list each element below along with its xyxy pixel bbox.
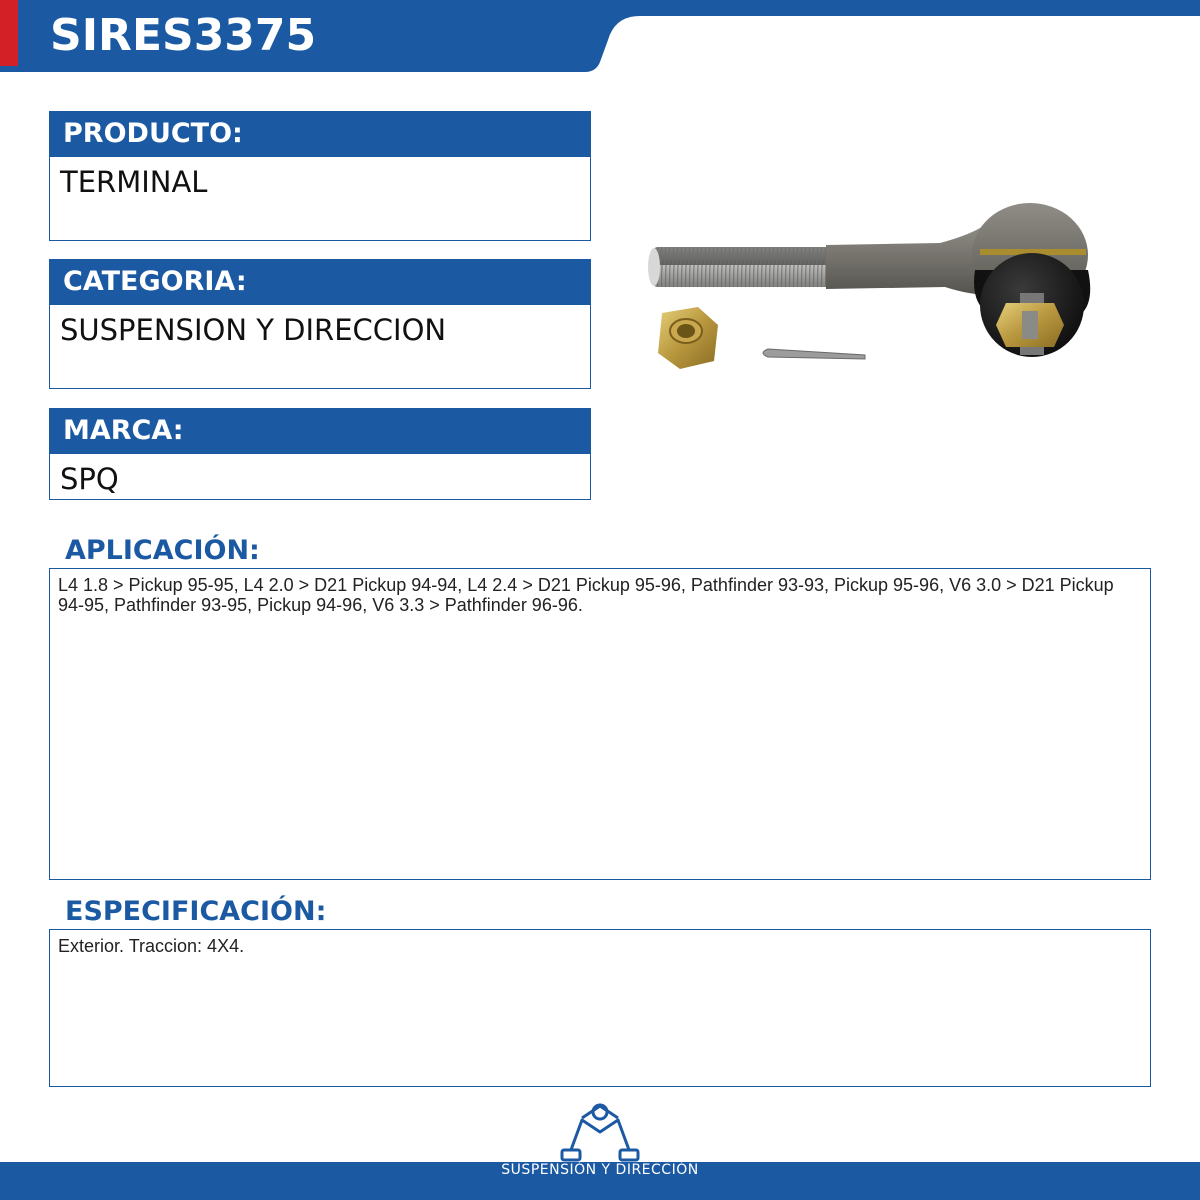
aplicacion-text: L4 1.8 > Pickup 95-95, L4 2.0 > D21 Pickup 94-94, L4 2.4 > D21 Pickup 95-96, Pathfinder 93-93, Pickup 95-96, V6 3.0 > D21 Pickup 94-95, Pathfinder 93-95, Pickup 94-96, V6 3.3 > Pathfinder 96-96. (49, 568, 1151, 880)
control-arm-icon (562, 1105, 638, 1160)
field-marca-label: MARCA: (49, 408, 591, 454)
field-producto-value: TERMINAL (49, 157, 591, 241)
especificacion-title: ESPECIFICACIÓN: (65, 896, 327, 927)
field-marca-value: SPQ (49, 454, 591, 500)
tie-rod-end-image (640, 185, 1100, 395)
aplicacion-title: APLICACIÓN: (65, 535, 260, 566)
footer-banner (0, 1100, 1200, 1200)
especificacion-text: Exterior. Traccion: 4X4. (49, 929, 1151, 1087)
field-producto (49, 111, 591, 241)
field-categoria-value: SUSPENSION Y DIRECCION (49, 305, 591, 389)
field-categoria (49, 259, 591, 389)
field-producto-label: PRODUCTO: (49, 111, 591, 157)
header-accent-stripe (0, 0, 18, 66)
product-sku: SIRES3375 (50, 10, 317, 61)
footer-category-label: SUSPENSIÓN Y DIRECCIÓN (501, 1162, 699, 1178)
field-marca (49, 408, 591, 500)
field-categoria-label: CATEGORIA: (49, 259, 591, 305)
